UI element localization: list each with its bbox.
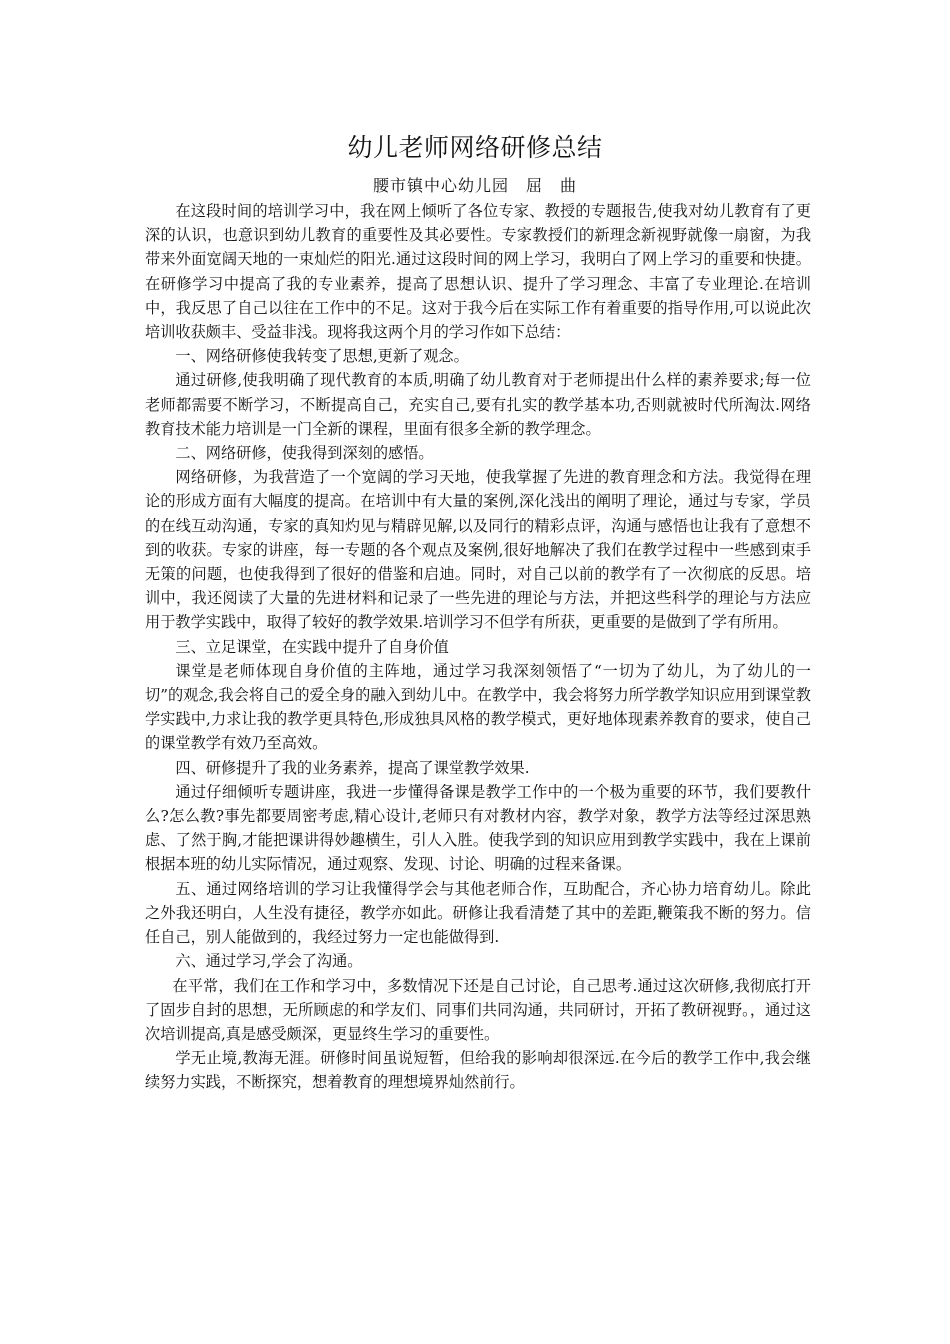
paragraph-intro: 在这段时间的培训学习中，我在网上倾听了各位专家、教授的专题报告,使我对幼儿教育有了更深的认识，也意识到幼儿教育的重要性及其必要性。专家教授们的新理念新视野就像一扇窗，为我带来外面宽阔天地的一束灿烂的阳光.通过这段时间的网上学习，我明白了网上学习的重要和快捷。在研修学习中提高了我的专业素养，提高了思想认识、提升了学习理念、丰富了专业理论.在培训中，我反思了自己以往在工作中的不足。这对于我今后在实际工作有着重要的指导作用,可以说此次培训收获颇丰、受益非浅。现将我这两个月的学习作如下总结：: [145, 202, 811, 342]
section-heading-4: 四、研修提升了我的业务素养，提高了课堂教学效果.: [175, 758, 530, 777]
section-heading-1: 一、网络研修使我转变了思想,更新了观念。: [175, 347, 469, 366]
paragraph-conclusion: 学无止境,教海无涯。研修时间虽说短暂，但给我的影响却很深远.在今后的教学工作中,我会继续努力实践，不断探究，想着教育的理想境界灿然前行。: [145, 1049, 811, 1092]
paragraph-section-4: 通过仔细倾听专题讲座，我进一步懂得备课是教学工作中的一个极为重要的环节，我们要教什么?怎么教?事先都要周密考虑,精心设计,老师只有对教材内容，教学对象，教学方法等经过深思熟虑、了然于胸,才能把课讲得妙趣横生，引人入胜。使我学到的知识应用到教学实践中，我在上课前根据本班的幼儿实际情况，通过观察、发现、讨论、明确的过程来备课。: [145, 782, 811, 874]
paragraph-section-2: 网络研修，为我营造了一个宽阔的学习天地，使我掌握了先进的教育理念和方法。我觉得在理论的形成方面有大幅度的提高。在培训中有大量的案例,深化浅出的阐明了理论，通过与专家，学员的在线互动沟通，专家的真知灼见与精辟见解,以及同行的精彩点评，沟通与感悟也让我有了意想不到的收获。专家的讲座，每一专题的各个观点及案例,很好地解决了我们在教学过程中一些感到束手无策的问题，也使我得到了很好的借鉴和启迪。同时，对自己以前的教学有了一次彻底的反思。培训中，我还阅读了大量的先进材料和记录了一些先进的理论与方法，并把这些科学的理论与方法应用于教学实践中，取得了较好的教学效果.培训学习不但学有所获，更重要的是做到了学有所用。: [145, 468, 811, 632]
paragraph-section-1: 通过研修,使我明确了现代教育的本质,明确了幼儿教育对于老师提出什么样的素养要求;每一位老师都需要不断学习，不断提高自己，充实自己,要有扎实的教学基本功,否则就被时代所淘汰.网络教育技术能力培训是一门全新的课程，里面有很多全新的教学理念。: [145, 371, 811, 438]
section-heading-3: 三、立足课堂，在实践中提升了自身价值: [175, 637, 449, 656]
author-line: 腰市镇中心幼儿园 屈 曲: [372, 176, 577, 195]
document-body: [145, 199, 811, 1095]
paragraph-section-6: 在平常，我们在工作和学习中，多数情况下还是自己讨论，自己思考.通过这次研修,我彻底打开了固步自封的思想，无所顾虑的和学友们、同事们共同沟通，共同研讨，开拓了教研视野。，通过这次培训提高,真是感受颇深，更显终生学习的重要性。: [145, 976, 811, 1043]
paragraph-section-5: 五、通过网络培训的学习让我懂得学会与其他老师合作，互助配合，齐心协力培育幼儿。除此之外我还明白，人生没有捷径，教学亦如此。研修让我看清楚了其中的差距,鞭策我不断的努力。信任自己，别人能做到的，我经过努力一定也能做得到.: [145, 879, 811, 947]
section-heading-6: 六、通过学习,学会了沟通。: [175, 952, 363, 971]
document-title: 幼儿老师网络研修总结: [347, 133, 603, 162]
section-heading-2: 二、网络研修，使我得到深刻的感悟。: [175, 444, 434, 463]
paragraph-section-3: 课堂是老师体现自身价值的主阵地，通过学习我深刻领悟了“一切为了幼儿，为了幼儿的一切”的观念,我会将自己的爱全身的融入到幼儿中。在教学中，我会将努力所学教学知识应用到课堂教学实践中,力求让我的教学更具特色,形成独具风格的教学模式，更好地体现素养教育的要求，使自己的课堂教学有效乃至高效。: [145, 661, 811, 753]
